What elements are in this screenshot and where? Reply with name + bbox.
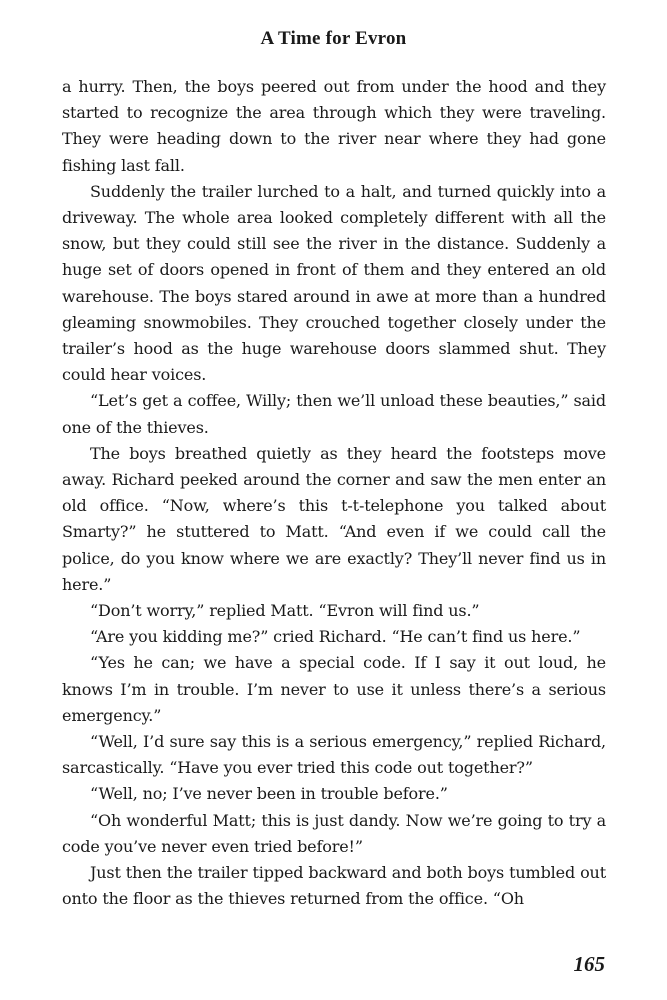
paragraph-6: “Are you kidding me?” cried Richard. “He can’t find us here.”: [90, 627, 581, 647]
paragraph-7: “Yes he can; we have a special code. If I say it out loud, he knows I’m in trouble. I’m never to use it unless there’s a serious emergency.”: [62, 653, 606, 725]
paragraph-1: a hurry. Then, the boys peered out from under the hood and they started to recognize the area through which they were traveling. They were heading down to the river near where they had gone fishing last fall.: [62, 77, 606, 175]
page-number: 165: [573, 952, 605, 976]
running-title: A Time for Evron: [260, 28, 407, 49]
paragraph-9: “Well, no; I’ve never been in trouble before.”: [90, 784, 448, 804]
paragraph-11: Just then the trailer tipped backward and both boys tumbled out onto the floor as the thieves returned from the office. “Oh: [62, 863, 606, 909]
paragraph-8: “Well, I’d sure say this is a serious emergency,” replied Richard, sarcastically. “Have you ever tried this code out together?”: [62, 732, 606, 778]
paragraph-4: The boys breathed quietly as they heard the footsteps move away. Richard peeked around the corner and saw the men enter an old office. “Now, where’s this t-t-telephone you talked about Smarty?” he stuttered to Matt. “And even if we could call the police, do you know where we are exactly? They’ll never find us in here.”: [62, 443, 606, 594]
paragraph-5: “Don’t worry,” replied Matt. “Evron will find us.”: [90, 601, 480, 621]
paragraph-3: “Let’s get a coffee, Willy; then we’ll unload these beauties,” said one of the thieves.: [62, 391, 606, 437]
paragraph-10: “Oh wonderful Matt; this is just dandy. Now we’re going to try a code you’ve never even tried before!”: [62, 810, 606, 856]
paragraph-2: Suddenly the trailer lurched to a halt, and turned quickly into a driveway. The whole area looked completely different with all the snow, but they could still see the river in the distance. Suddenly a huge set of doors opened in front of them and they entered an old warehouse. The boys stared around in awe at more than a hundred gleaming snowmobiles. They crouched together closely under the trailer’s hood as the huge warehouse doors slammed shut. They could hear voices.: [62, 181, 606, 385]
body-text: [62, 74, 606, 913]
